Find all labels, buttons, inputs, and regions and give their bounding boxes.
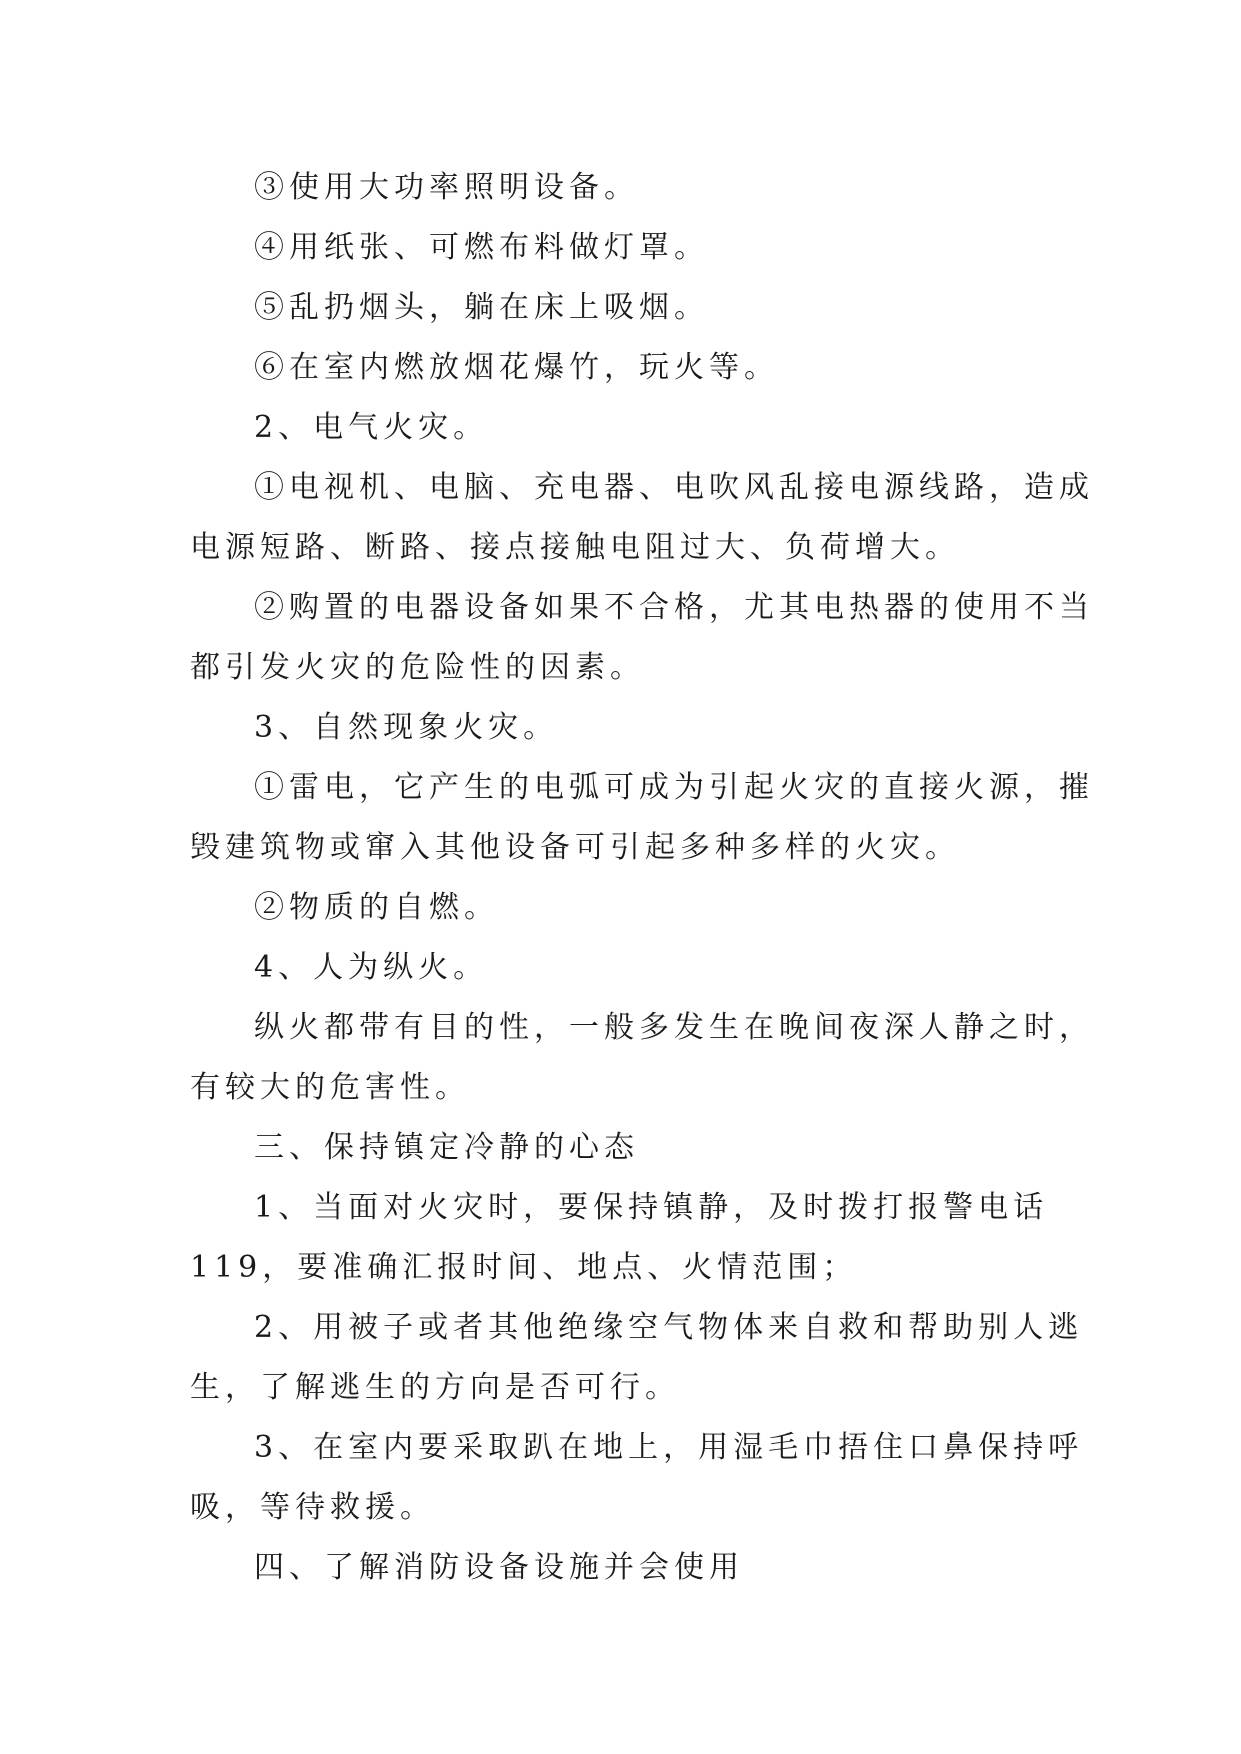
text-line: 纵火都带有目的性，一般多发生在晚间夜深人静之时， bbox=[254, 1010, 1094, 1045]
text-line: 3、在室内要采取趴在地上，用湿毛巾捂住口鼻保持呼 bbox=[254, 1430, 1084, 1465]
text-line: 吸，等待救援。 bbox=[190, 1490, 435, 1525]
text-line: 生，了解逃生的方向是否可行。 bbox=[190, 1370, 680, 1405]
section-heading: 四、了解消防设备设施并会使用 bbox=[254, 1550, 744, 1585]
text-line: 毁建筑物或窜入其他设备可引起多种多样的火灾。 bbox=[190, 830, 960, 865]
text-line: ⑤乱扔烟头，躺在床上吸烟。 bbox=[254, 290, 709, 325]
document-body bbox=[190, 158, 1094, 1598]
text-line: ②购置的电器设备如果不合格，尤其电热器的使用不当 bbox=[254, 590, 1094, 625]
text-line: 电源短路、断路、接点接触电阻过大、负荷增大。 bbox=[190, 530, 960, 565]
text-line: 有较大的危害性。 bbox=[190, 1070, 470, 1105]
section-heading: 2、电气火灾。 bbox=[254, 410, 489, 445]
text-line: ③使用大功率照明设备。 bbox=[254, 170, 639, 205]
text-line: 1、当面对火灾时，要保持镇静，及时拨打报警电话 bbox=[254, 1190, 1049, 1225]
text-line: ②物质的自燃。 bbox=[254, 890, 499, 925]
text-line: 都引发火灾的危险性的因素。 bbox=[190, 650, 645, 685]
text-line: 119，要准确汇报时间、地点、火情范围； bbox=[190, 1250, 858, 1285]
section-heading: 4、人为纵火。 bbox=[254, 950, 489, 985]
section-heading: 三、保持镇定冷静的心态 bbox=[254, 1130, 639, 1165]
text-line: ①雷电，它产生的电弧可成为引起火灾的直接火源，摧 bbox=[254, 770, 1094, 805]
text-line: ④用纸张、可燃布料做灯罩。 bbox=[254, 230, 709, 265]
section-heading: 3、自然现象火灾。 bbox=[254, 710, 559, 745]
text-line: ⑥在室内燃放烟花爆竹，玩火等。 bbox=[254, 350, 779, 385]
text-line: 2、用被子或者其他绝缘空气物体来自救和帮助别人逃 bbox=[254, 1310, 1084, 1345]
text-line: ①电视机、电脑、充电器、电吹风乱接电源线路，造成 bbox=[254, 470, 1094, 505]
